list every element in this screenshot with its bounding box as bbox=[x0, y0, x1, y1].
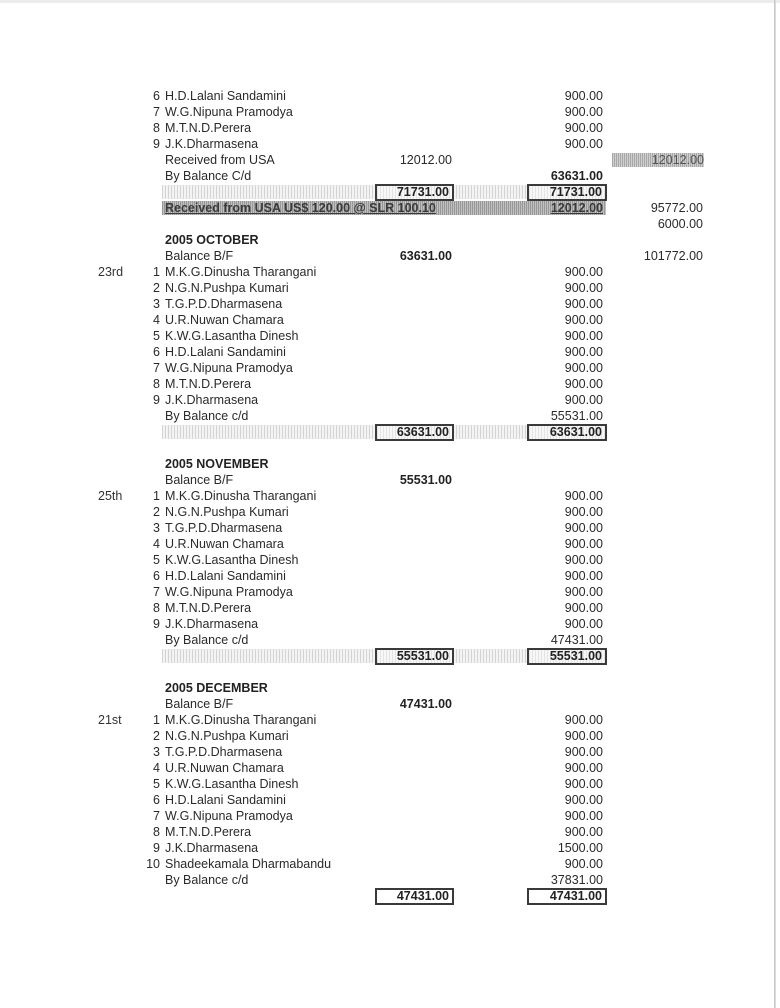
ledger-entry bbox=[0, 328, 780, 344]
entry-credit: 1500.00 bbox=[557, 841, 603, 855]
entry-number: 4 bbox=[153, 537, 160, 551]
entry-number: 7 bbox=[153, 809, 160, 823]
month-section-november bbox=[0, 456, 780, 680]
entry-credit: 900.00 bbox=[564, 585, 603, 599]
month-title-row bbox=[0, 232, 780, 248]
entry-number: 9 bbox=[153, 841, 160, 855]
balance-cd-row bbox=[0, 872, 780, 888]
balance-cd-label: By Balance c/d bbox=[165, 409, 249, 423]
ledger-entry bbox=[0, 504, 780, 520]
entry-number: 8 bbox=[153, 121, 160, 135]
entry-name: K.W.G.Lasantha Dinesh bbox=[165, 553, 299, 567]
ledger-entry bbox=[0, 344, 780, 360]
ledger-entry bbox=[0, 104, 780, 120]
balance-cd-label: By Balance c/d bbox=[165, 633, 249, 647]
entry-name: K.W.G.Lasantha Dinesh bbox=[165, 777, 299, 791]
entry-credit: 900.00 bbox=[564, 793, 603, 807]
entry-date: 21st bbox=[98, 713, 122, 727]
ledger-entry bbox=[0, 744, 780, 760]
entry-name: H.D.Lalani Sandamini bbox=[165, 793, 286, 807]
entry-number: 5 bbox=[153, 777, 160, 791]
entry-number: 7 bbox=[153, 105, 160, 119]
ledger-entry bbox=[0, 280, 780, 296]
entry-number: 3 bbox=[153, 521, 160, 535]
ledger-entry bbox=[0, 616, 780, 632]
entry-name: T.G.P.D.Dharmasena bbox=[165, 297, 283, 311]
ledger-entry bbox=[0, 536, 780, 552]
entry-number: 4 bbox=[153, 313, 160, 327]
entry-credit: 900.00 bbox=[564, 489, 603, 503]
entry-number: 9 bbox=[153, 393, 160, 407]
entry-name: M.T.N.D.Perera bbox=[165, 825, 252, 839]
entry-credit: 900.00 bbox=[564, 297, 603, 311]
entry-credit: 900.00 bbox=[564, 393, 603, 407]
ledger-entry bbox=[0, 88, 780, 104]
entry-number: 3 bbox=[153, 745, 160, 759]
entry-number: 6 bbox=[153, 345, 160, 359]
entry-number: 7 bbox=[153, 361, 160, 375]
total-debit-box: 47431.00 bbox=[375, 888, 454, 905]
entry-credit: 900.00 bbox=[564, 777, 603, 791]
balance-cd-credit: 55531.00 bbox=[550, 409, 603, 423]
balance-bf-debit: 47431.00 bbox=[399, 697, 452, 711]
balance-bf-row bbox=[0, 248, 780, 264]
month-section-december bbox=[0, 680, 780, 904]
ledger-entry bbox=[0, 728, 780, 744]
ledger-entry bbox=[0, 120, 780, 136]
ledger-entry bbox=[0, 136, 780, 152]
entry-name: N.G.N.Pushpa Kumari bbox=[165, 505, 289, 519]
entry-credit: 900.00 bbox=[564, 713, 603, 727]
entry-credit: 900.00 bbox=[564, 313, 603, 327]
entry-number: 6 bbox=[153, 89, 160, 103]
balance-cd-row bbox=[0, 632, 780, 648]
balance-cd-credit: 47431.00 bbox=[550, 633, 603, 647]
total-credit-box: 55531.00 bbox=[527, 648, 607, 665]
entry-number: 4 bbox=[153, 761, 160, 775]
entry-credit: 900.00 bbox=[564, 329, 603, 343]
entry-credit: 900.00 bbox=[564, 569, 603, 583]
entry-credit: 900.00 bbox=[564, 825, 603, 839]
entry-date: 25th bbox=[98, 489, 123, 503]
ledger-entry bbox=[0, 360, 780, 376]
month-title: 2005 DECEMBER bbox=[165, 681, 268, 695]
entry-name: N.G.N.Pushpa Kumari bbox=[165, 281, 289, 295]
entry-credit: 900.00 bbox=[564, 857, 603, 871]
balance-cd-row bbox=[0, 168, 780, 184]
month-section-october bbox=[0, 232, 780, 456]
extra-value: 6000.00 bbox=[657, 217, 703, 231]
entry-number: 6 bbox=[153, 793, 160, 807]
total-credit-box: 71731.00 bbox=[527, 184, 607, 201]
balance-bf-debit: 63631.00 bbox=[399, 249, 452, 263]
entry-credit: 900.00 bbox=[564, 89, 603, 103]
entry-credit: 900.00 bbox=[564, 121, 603, 135]
entry-name: H.D.Lalani Sandamini bbox=[165, 345, 286, 359]
entry-credit: 900.00 bbox=[564, 537, 603, 551]
extra-row bbox=[0, 216, 780, 232]
usa-note-credit: 12012.00 bbox=[550, 201, 603, 215]
entry-number: 5 bbox=[153, 553, 160, 567]
entry-credit: 900.00 bbox=[564, 361, 603, 375]
entry-credit: 900.00 bbox=[564, 745, 603, 759]
entry-number: 1 bbox=[153, 489, 160, 503]
total-debit-box: 63631.00 bbox=[375, 424, 454, 441]
entry-credit: 900.00 bbox=[564, 137, 603, 151]
ledger-entry bbox=[0, 520, 780, 536]
ledger-entry bbox=[0, 264, 780, 280]
entry-credit: 900.00 bbox=[564, 105, 603, 119]
ledger-entry bbox=[0, 600, 780, 616]
entry-name: U.R.Nuwan Chamara bbox=[165, 761, 284, 775]
entry-number: 10 bbox=[146, 857, 160, 871]
month-title-row bbox=[0, 680, 780, 696]
received-debit: 12012.00 bbox=[399, 153, 452, 167]
entry-name: H.D.Lalani Sandamini bbox=[165, 569, 286, 583]
ledger-entry bbox=[0, 296, 780, 312]
entry-number: 6 bbox=[153, 569, 160, 583]
entry-credit: 900.00 bbox=[564, 729, 603, 743]
entry-name: M.T.N.D.Perera bbox=[165, 601, 252, 615]
month-title-row bbox=[0, 456, 780, 472]
entry-number: 5 bbox=[153, 329, 160, 343]
entry-name: J.K.Dharmasena bbox=[165, 137, 259, 151]
entry-name: T.G.P.D.Dharmasena bbox=[165, 745, 283, 759]
ledger-entry bbox=[0, 776, 780, 792]
entry-name: W.G.Nipuna Pramodya bbox=[165, 105, 293, 119]
scan-top-edge bbox=[0, 0, 780, 3]
ledger-entry bbox=[0, 552, 780, 568]
totals-row bbox=[0, 424, 780, 440]
balance-cd-label: By Balance C/d bbox=[165, 169, 252, 183]
balance-bf-row bbox=[0, 472, 780, 488]
entry-name: M.T.N.D.Perera bbox=[165, 377, 252, 391]
total-credit-box: 63631.00 bbox=[527, 424, 607, 441]
entry-name: M.K.G.Dinusha Tharangani bbox=[165, 265, 317, 279]
entry-credit: 900.00 bbox=[564, 553, 603, 567]
entry-number: 8 bbox=[153, 377, 160, 391]
month-title: 2005 NOVEMBER bbox=[165, 457, 269, 471]
entry-credit: 900.00 bbox=[564, 377, 603, 391]
ledger-entry bbox=[0, 584, 780, 600]
received-label: Received from USA bbox=[165, 153, 275, 167]
entry-name: J.K.Dharmasena bbox=[165, 617, 259, 631]
usa-note-label: Received from USA US$ 120.00 @ SLR 100.10 bbox=[165, 201, 436, 215]
ledger-entry bbox=[0, 792, 780, 808]
balance-cd-credit: 37831.00 bbox=[550, 873, 603, 887]
balance-bf-debit: 55531.00 bbox=[399, 473, 452, 487]
entry-name: T.G.P.D.Dharmasena bbox=[165, 521, 283, 535]
month-title: 2005 OCTOBER bbox=[165, 233, 259, 247]
ledger-entry bbox=[0, 856, 780, 872]
entry-name: W.G.Nipuna Pramodya bbox=[165, 809, 293, 823]
balance-bf-row bbox=[0, 696, 780, 712]
entry-name: U.R.Nuwan Chamara bbox=[165, 537, 284, 551]
ledger-entry bbox=[0, 376, 780, 392]
entry-credit: 900.00 bbox=[564, 265, 603, 279]
total-credit-box: 47431.00 bbox=[527, 888, 607, 905]
entry-name: M.K.G.Dinusha Tharangani bbox=[165, 713, 317, 727]
entry-number: 2 bbox=[153, 281, 160, 295]
totals-row bbox=[0, 648, 780, 664]
ledger-entry bbox=[0, 312, 780, 328]
entry-credit: 900.00 bbox=[564, 761, 603, 775]
entry-name: N.G.N.Pushpa Kumari bbox=[165, 729, 289, 743]
entry-credit: 900.00 bbox=[564, 281, 603, 295]
entry-number: 1 bbox=[153, 713, 160, 727]
entry-number: 3 bbox=[153, 297, 160, 311]
totals-row bbox=[0, 184, 780, 200]
balance-bf-label: Balance B/F bbox=[165, 249, 234, 263]
ledger-entry bbox=[0, 712, 780, 728]
entry-name: J.K.Dharmasena bbox=[165, 841, 259, 855]
entry-number: 7 bbox=[153, 585, 160, 599]
entry-name: U.R.Nuwan Chamara bbox=[165, 313, 284, 327]
entry-credit: 900.00 bbox=[564, 345, 603, 359]
entry-number: 8 bbox=[153, 601, 160, 615]
entry-number: 8 bbox=[153, 825, 160, 839]
cash-ledger bbox=[0, 88, 780, 904]
total-debit-box: 55531.00 bbox=[375, 648, 454, 665]
balance-bf-label: Balance B/F bbox=[165, 697, 234, 711]
entry-name: W.G.Nipuna Pramodya bbox=[165, 585, 293, 599]
entry-name: W.G.Nipuna Pramodya bbox=[165, 361, 293, 375]
entry-number: 9 bbox=[153, 617, 160, 631]
balance-bf-label: Balance B/F bbox=[165, 473, 234, 487]
entry-number: 2 bbox=[153, 505, 160, 519]
usa-note-extra: 95772.00 bbox=[650, 201, 703, 215]
ledger-entry bbox=[0, 568, 780, 584]
entry-name: M.T.N.D.Perera bbox=[165, 121, 252, 135]
received-from-usa-row bbox=[0, 152, 780, 168]
total-debit-box: 71731.00 bbox=[375, 184, 454, 201]
ledger-entry bbox=[0, 488, 780, 504]
ledger-entry bbox=[0, 840, 780, 856]
entry-name: Shadeekamala Dharmabandu bbox=[165, 857, 332, 871]
totals-row bbox=[0, 888, 780, 904]
extra-value: 101772.00 bbox=[643, 249, 703, 263]
entry-name: H.D.Lalani Sandamini bbox=[165, 89, 286, 103]
entry-number: 1 bbox=[153, 265, 160, 279]
entry-credit: 900.00 bbox=[564, 617, 603, 631]
ledger-entry bbox=[0, 824, 780, 840]
balance-cd-credit: 63631.00 bbox=[550, 169, 603, 183]
entry-name: J.K.Dharmasena bbox=[165, 393, 259, 407]
entry-credit: 900.00 bbox=[564, 809, 603, 823]
september-section bbox=[0, 88, 780, 232]
entry-number: 9 bbox=[153, 137, 160, 151]
ledger-entry bbox=[0, 808, 780, 824]
balance-cd-label: By Balance c/d bbox=[165, 873, 249, 887]
entry-name: K.W.G.Lasantha Dinesh bbox=[165, 329, 299, 343]
balance-cd-row bbox=[0, 408, 780, 424]
received-extra: 12012.00 bbox=[612, 153, 704, 167]
entry-name: M.K.G.Dinusha Tharangani bbox=[165, 489, 317, 503]
entry-credit: 900.00 bbox=[564, 601, 603, 615]
ledger-entry bbox=[0, 760, 780, 776]
entry-date: 23rd bbox=[98, 265, 124, 279]
entry-number: 2 bbox=[153, 729, 160, 743]
entry-credit: 900.00 bbox=[564, 521, 603, 535]
entry-credit: 900.00 bbox=[564, 505, 603, 519]
usa-note-row bbox=[0, 200, 780, 216]
ledger-entry bbox=[0, 392, 780, 408]
